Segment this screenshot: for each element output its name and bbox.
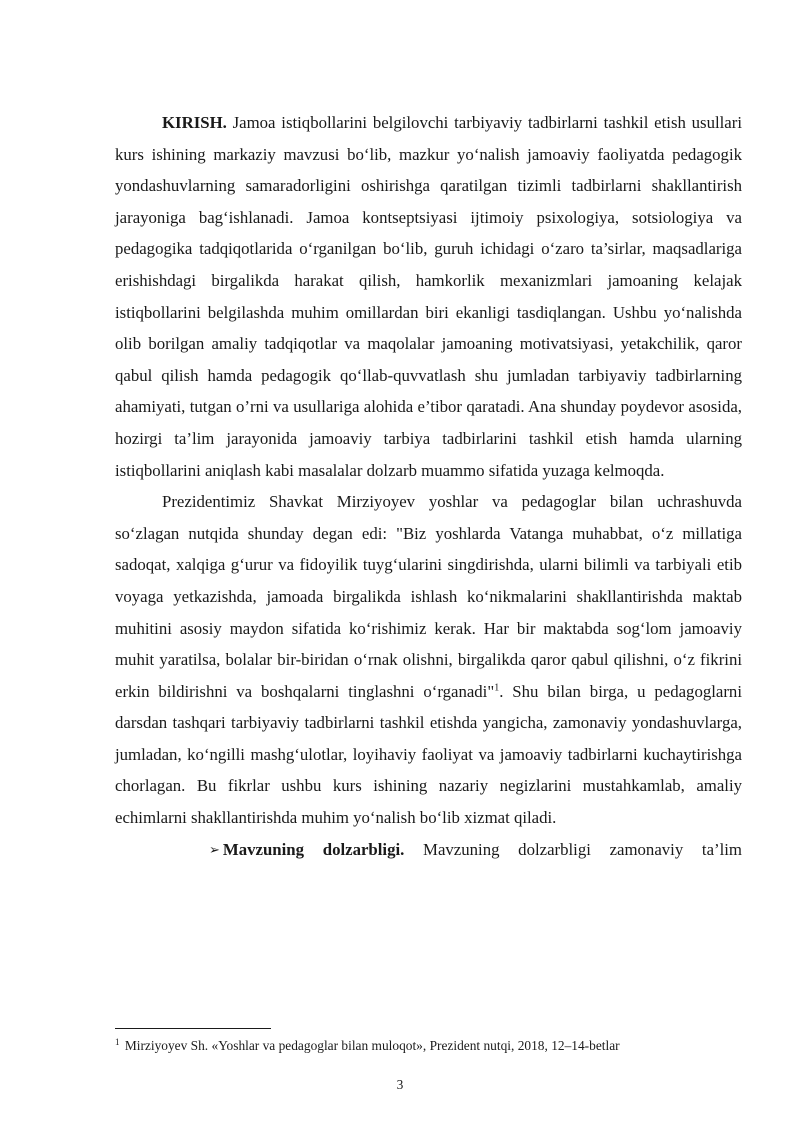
footnote-separator bbox=[115, 1028, 271, 1029]
intro-text: Jamoa istiqbollarini belgilovchi tarbiyaviy tadbirlarni tashkil etish usullari kurs ishining markaziy mavzusi bo‘lib, mazkur yo‘nalish jamoaviy faoliyatda pedagogik yondashuvlarning samaradorligini oshirishga qaratilgan tizimli tadbirlarni shakllantirish jarayoniga bag‘ishlanadi. Jamoa kontseptsiyasi ijtimoiy psixologiya, sotsiologiya va pedagogika tadqiqotlarida o‘rganilgan bo‘lib, guruh ichidagi o‘zaro ta’sirlar, maqsadlariga erishishdagi birgalikda harakat qilish, hamkorlik mexanizmlari jamoaning kelajak istiqbollarini belgilashda muhim omillardan biri ekanligi tasdiqlangan. Ushbu yo‘nalishda olib borilgan amaliy tadqiqotlar va maqolalar jamoaning motivatsiyasi, yetakchilik, qaror qabul qilish hamda pedagogik qo‘llab-quvvatlash shu jumladan tarbiyaviy tadbirlarning ahamiyati, tutgan o’rni va usullariga alohida e’tibor qaratadi. Ana shunday poydevor asosida, hozirgi ta’lim jarayonida jamoaviy tarbiya tadbirlarini tashkil etish hamda ularning istiqbollarini aniqlash kabi masalalar dolzarb muammo sifatida yuzaga kelmoqda. bbox=[115, 113, 742, 480]
intro-heading: KIRISH. bbox=[162, 113, 227, 132]
intro-paragraph bbox=[115, 107, 742, 486]
president-quote-paragraph bbox=[115, 486, 742, 834]
relevance-text: Mavzuning dolzarbligi zamonaviy ta’lim bbox=[404, 839, 742, 859]
footnote-reference[interactable]: 1 bbox=[494, 682, 500, 694]
president-text-before: Prezidentimiz Shavkat Mirziyoyev yoshlar va pedagoglar bilan uchrashuvda so‘zlagan nutqida shunday degan edi: "Biz yoshlarda Vatanga muhabbat, o‘z millatiga sadoqat, xalqiga g‘urur va fidoyilik tuyg‘ularini singdirishda, ularni bilimli va tarbiyali etib voyaga yetkazishda, jamoada birgalikda ishlash ko‘nikmalarini shakllantirishda maktab muhitini asosiy maydon sifatida ko‘rishimiz kerak. Har bir maktabda sog‘lom jamoaviy muhit yaratilsa, bolalar bir-biridan o‘rnak olishni, birgalikda qaror qabul qilishni, o‘z fikrini erkin bildirishni va boshqalarni tinglashni o‘rganadi" bbox=[115, 492, 742, 701]
page-number: 3 bbox=[396, 1077, 404, 1092]
footnote-number: 1 bbox=[115, 1036, 120, 1047]
arrow-bullet-icon: ➢ bbox=[209, 842, 220, 858]
relevance-paragraph bbox=[115, 834, 742, 868]
document-body bbox=[115, 107, 742, 867]
relevance-heading: Mavzuning dolzarbligi. bbox=[222, 839, 405, 859]
footnote-text: Mirziyoyev Sh. «Yoshlar va pedagoglar bilan muloqot», Prezident nutqi, 2018, 12–14-betlar bbox=[121, 1038, 620, 1053]
footnote bbox=[115, 1037, 745, 1055]
president-text-after: . Shu bilan birga, u pedagoglarni darsdan tashqari tarbiyaviy tadbirlarni tashkil etishda yangicha, zamonaviy yondashuvlarga, jumladan, ko‘ngilli mashg‘ulotlar, loyihaviy faoliyat va jamoaviy tadbirlarni kuchaytirishga chorlagan. Bu fikrlar ushbu kurs ishining nazariy negizlarini mustahkamlab, amaliy echimlarni shakllantirishda muhim yo‘nalish bo‘lib xizmat qiladi. bbox=[115, 681, 742, 828]
